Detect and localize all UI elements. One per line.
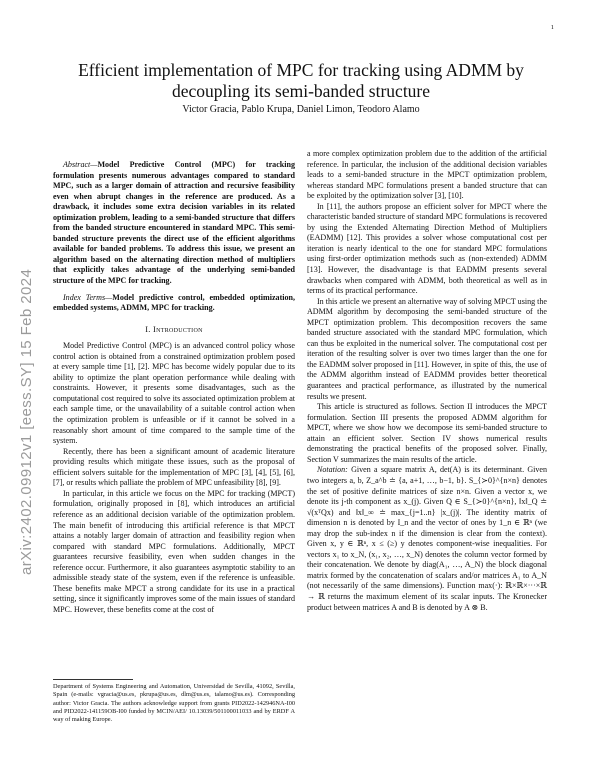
arxiv-stamp: arXiv:2402.09912v1 [eess.SY] 15 Feb 2024	[18, 268, 35, 575]
intro-paragraph-7: This article is structured as follows. Section II introduces the MPCT formulation. Section III presents the proposed ADMM algorithm for MPCT, where we show how we decompose its semi-banded structure to attain an efficient solver. Section IV shows numerical results demonstrating the practical benefits of the proposed solver. Finally, Section V summarizes the main results of the article.	[307, 402, 547, 464]
intro-paragraph-2: Recently, there has been a significant amount of academic literature providing results which mitigate these issues, such as the proposal of efficient solvers suitable for the implementation of MPC [3], [4], [5], [6], [7], or results which palliate the problem of MPC unfeasibility [8], [9].	[53, 446, 295, 488]
page-number: 1	[550, 24, 554, 31]
index-terms-text: Model predictive control, embedded optimization, embedded systems, ADMM, MPC for tracking.	[53, 292, 295, 313]
paper-title: Efficient implementation of MPC for tracking using ADMM by decoupling its semi-banded structure	[78, 60, 524, 101]
index-terms-label: Index Terms—	[63, 292, 113, 302]
abstract-text: Model Predictive Control (MPC) for tracking formulation presents numerous advantages compared to standard MPC, such as a larger domain of attraction and recursive feasibility even when abrupt changes in the reference are produced. As a drawback, it includes some extra decision variables in its related optimization problem, leading to a semi-banded structure that differs from the banded structure encountered in standard MPC. This semi-banded structure prevents the direct use of the efficient algorithms available for banded problems. To address this issue, we present an algorithm based on the alternating direction method of multipliers that explicitly takes advantage of the underlying semi-banded structure of the MPC for tracking.	[53, 160, 295, 286]
notation-paragraph	[307, 465, 547, 613]
notation-label: Notation:	[317, 465, 348, 475]
abstract-label: Abstract—	[63, 160, 98, 169]
intro-paragraph-4: a more complex optimization problem due to the addition of the artificial reference. In particular, the inclusion of the additional decision variables leads to a semi-banded structure in the MPCT optimization problem, whereas standard MPC formulations present a banded structure that can be exploited by the optimization solver [3], [10].	[307, 149, 547, 201]
abstract	[53, 160, 295, 287]
intro-paragraph-6: In this article we present an alternative way of solving MPCT using the ADMM algorithm by decomposing the semi-banded structure of the MPCT optimization problem. This decomposition recovers the same banded structure associated with the standard MPC formulation, which can thus be exploited in the numerical solver. The computational cost per iteration of the resulting solver is over two times larger than the one for the EADMM solver proposed in [11]. However, in spite of this, the use of the ADMM algorithm instead of EADMM provides better theoretical guarantees and practical performance, as illustrated by the numerical results we present.	[307, 296, 547, 401]
index-terms	[53, 293, 295, 314]
notation-text: Given a square matrix A, det(A) is its determinant. Given two integers a, b, Z_a^b ≐ {a, a+1, …, b−1, b}. S_{≻0}^{n×n} denotes the set of positive definite matrices of size n×n. Given a vector x, we denote its j-th component as x_(j). Given Q ∈ S_{≻0}^{n×n}, ‖x‖_Q ≐ √(xᵀQx) and ‖x‖_∞ ≐ max_{j=1..n} |x_(j)|. The identity matrix of dimension n is denoted by I_n and the vector of ones by 1_n ∈ ℝⁿ (we may drop the sub-index n if the dimension is clear from the context). Given x, y ∈ ℝⁿ, x ≤ (≥) y denotes component-wise inequalities. For vectors x₁ to x_N, (x₁, x₂, …, x_N) denotes the column vector formed by their concatenation. We denote by diag(A₁, …, A_N) the block diagonal matrix formed by the concatenation of scalars and/or matrices A₁ to A_N (not necessarily of the same dimensions). Function max(·): ℝ×ℝ×···×ℝ → ℝ returns the maximum element of its scalar inputs. The Kronecker product between matrices A and B is denoted by A ⊗ B.	[307, 465, 547, 612]
right-column	[307, 149, 547, 613]
intro-paragraph-1: Model Predictive Control (MPC) is an advanced control policy whose control action is obtained from a constrained optimization problem posed at every sample time [1], [2]. MPC has become widely popular due to its ability to optimize the plant operation performance while dealing with constraints. However, it presents some disadvantages, such as the computational cost required to solve its associated optimization problem at each sample time, or the unavailability of a suitable control action when the optimization problem is unfeasible or if it cannot be solved in a reasonably short amount of time compared to the sample time of the system.	[53, 341, 295, 446]
intro-paragraph-3: In particular, in this article we focus on the MPC for tracking (MPCT) formulation, originally proposed in [8], which introduces an artificial reference as an additional decision variable of the optimization problem. The main benefit of introducing this artificial reference is that MPCT attains a notably larger domain of attraction and feasibility region when compared with standard MPC formulations. Additionally, MPCT guarantees recursive feasibility, even when sudden changes in the reference occur. Furthermore, it also guarantees asymptotic stability to an admissible steady state of the system, even if the reference is unfeasible. These benefits make MPCT a strong candidate for its use in a practical setting, since it significantly improves some of the main issues of standard MPC. However, these benefits come at the cost of	[53, 488, 295, 614]
paper-authors: Victor Gracia, Pablo Krupa, Daniel Limon, Teodoro Alamo	[182, 104, 420, 115]
arxiv-sidebar	[0, 0, 42, 776]
footnote: Department of Systems Engineering and Automation, Universidad de Sevilla, 41092, Sevilla, Spain (e-mails: vgracia@us.es, pkrupa@us.es, dlm@us.es, talamo@us.es). Corresponding author: Victor Gracia. The authors acknowledge support from grants PID2022-142946NA-I00 and PID2022-141159OB-I00 funded by MCIN/AEI/ 10.13039/501100011033 and by ERDF A way of making Europe.	[53, 683, 295, 724]
left-column	[53, 160, 295, 615]
intro-paragraph-5: In [11], the authors propose an efficient solver for MPCT where the characteristic banded structure of standard MPC formulations is recovered by using the Extended Alternating Direction Method of Multipliers (EADMM) [12]. This provides a solver whose computational cost per iteration is nearly identical to the one for standard MPC formulations using first-order optimization methods such as (non-extended) ADMM [13]. However, the disadvantage is that EADMM presents several drawbacks when compared with ADMM, both theoretical as well as in terms of its practical performance.	[307, 201, 547, 296]
footnote-rule	[53, 679, 133, 680]
section-heading-introduction: I. Introduction	[145, 324, 203, 334]
